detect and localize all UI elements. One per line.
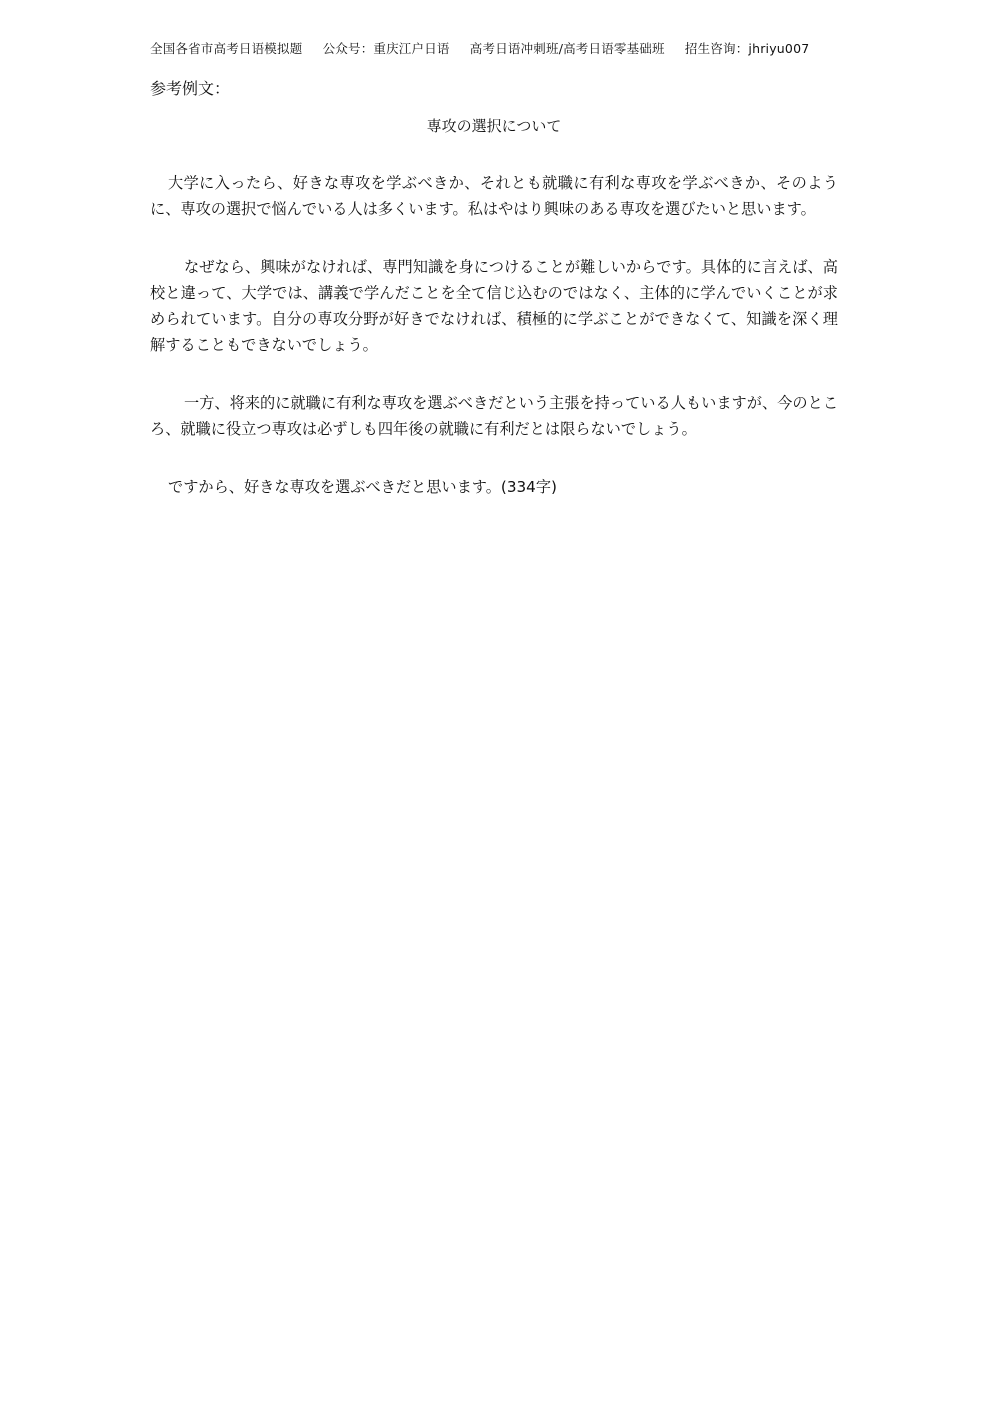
reference-essay-label: 参考例文：: [150, 79, 231, 98]
page-header: [150, 40, 850, 58]
header-exam-title: 全国各省市高考日语模拟题: [150, 41, 303, 56]
essay-paragraph-2: なぜなら、興味がなければ、専門知識を身につけることが難しいからです。具体的に言えば、高校と違って、大学では、講義で学んだことを全て信じ込むのではなく、主体的に学んでいくことが求められています。自分の専攻分野が好きでなければ、積極的に学ぶことができなくて、知識を深く理解することもできないでしょう。: [150, 258, 838, 354]
essay-paragraph-1: 大学に入ったら、好きな専攻を学ぶべきか、それとも就職に有利な専攻を学ぶべきか、そのように、専攻の選択で悩んでいる人は多くいます。私はやはり興味のある専攻を選びたいと思います。: [150, 174, 838, 218]
essay-paragraph-3: 一方、将来的に就職に有利な専攻を選ぶべきだという主張を持っている人もいますが、今のところ、就職に役立つ専攻は必ずしも四年後の就職に有利だとは限らないでしょう。: [150, 394, 838, 438]
essay-paragraph-4: ですから、好きな専攻を選ぶべきだと思います。(334字): [168, 478, 557, 496]
header-contact: 招生咨询：jhriyu007: [684, 41, 810, 56]
header-wechat-account: 公众号：重庆江户日语: [322, 41, 450, 56]
essay-body: [150, 170, 838, 532]
header-course-names: 高考日语冲刺班/高考日语零基础班: [469, 41, 665, 56]
essay-title: 専攻の選択について: [426, 117, 562, 135]
